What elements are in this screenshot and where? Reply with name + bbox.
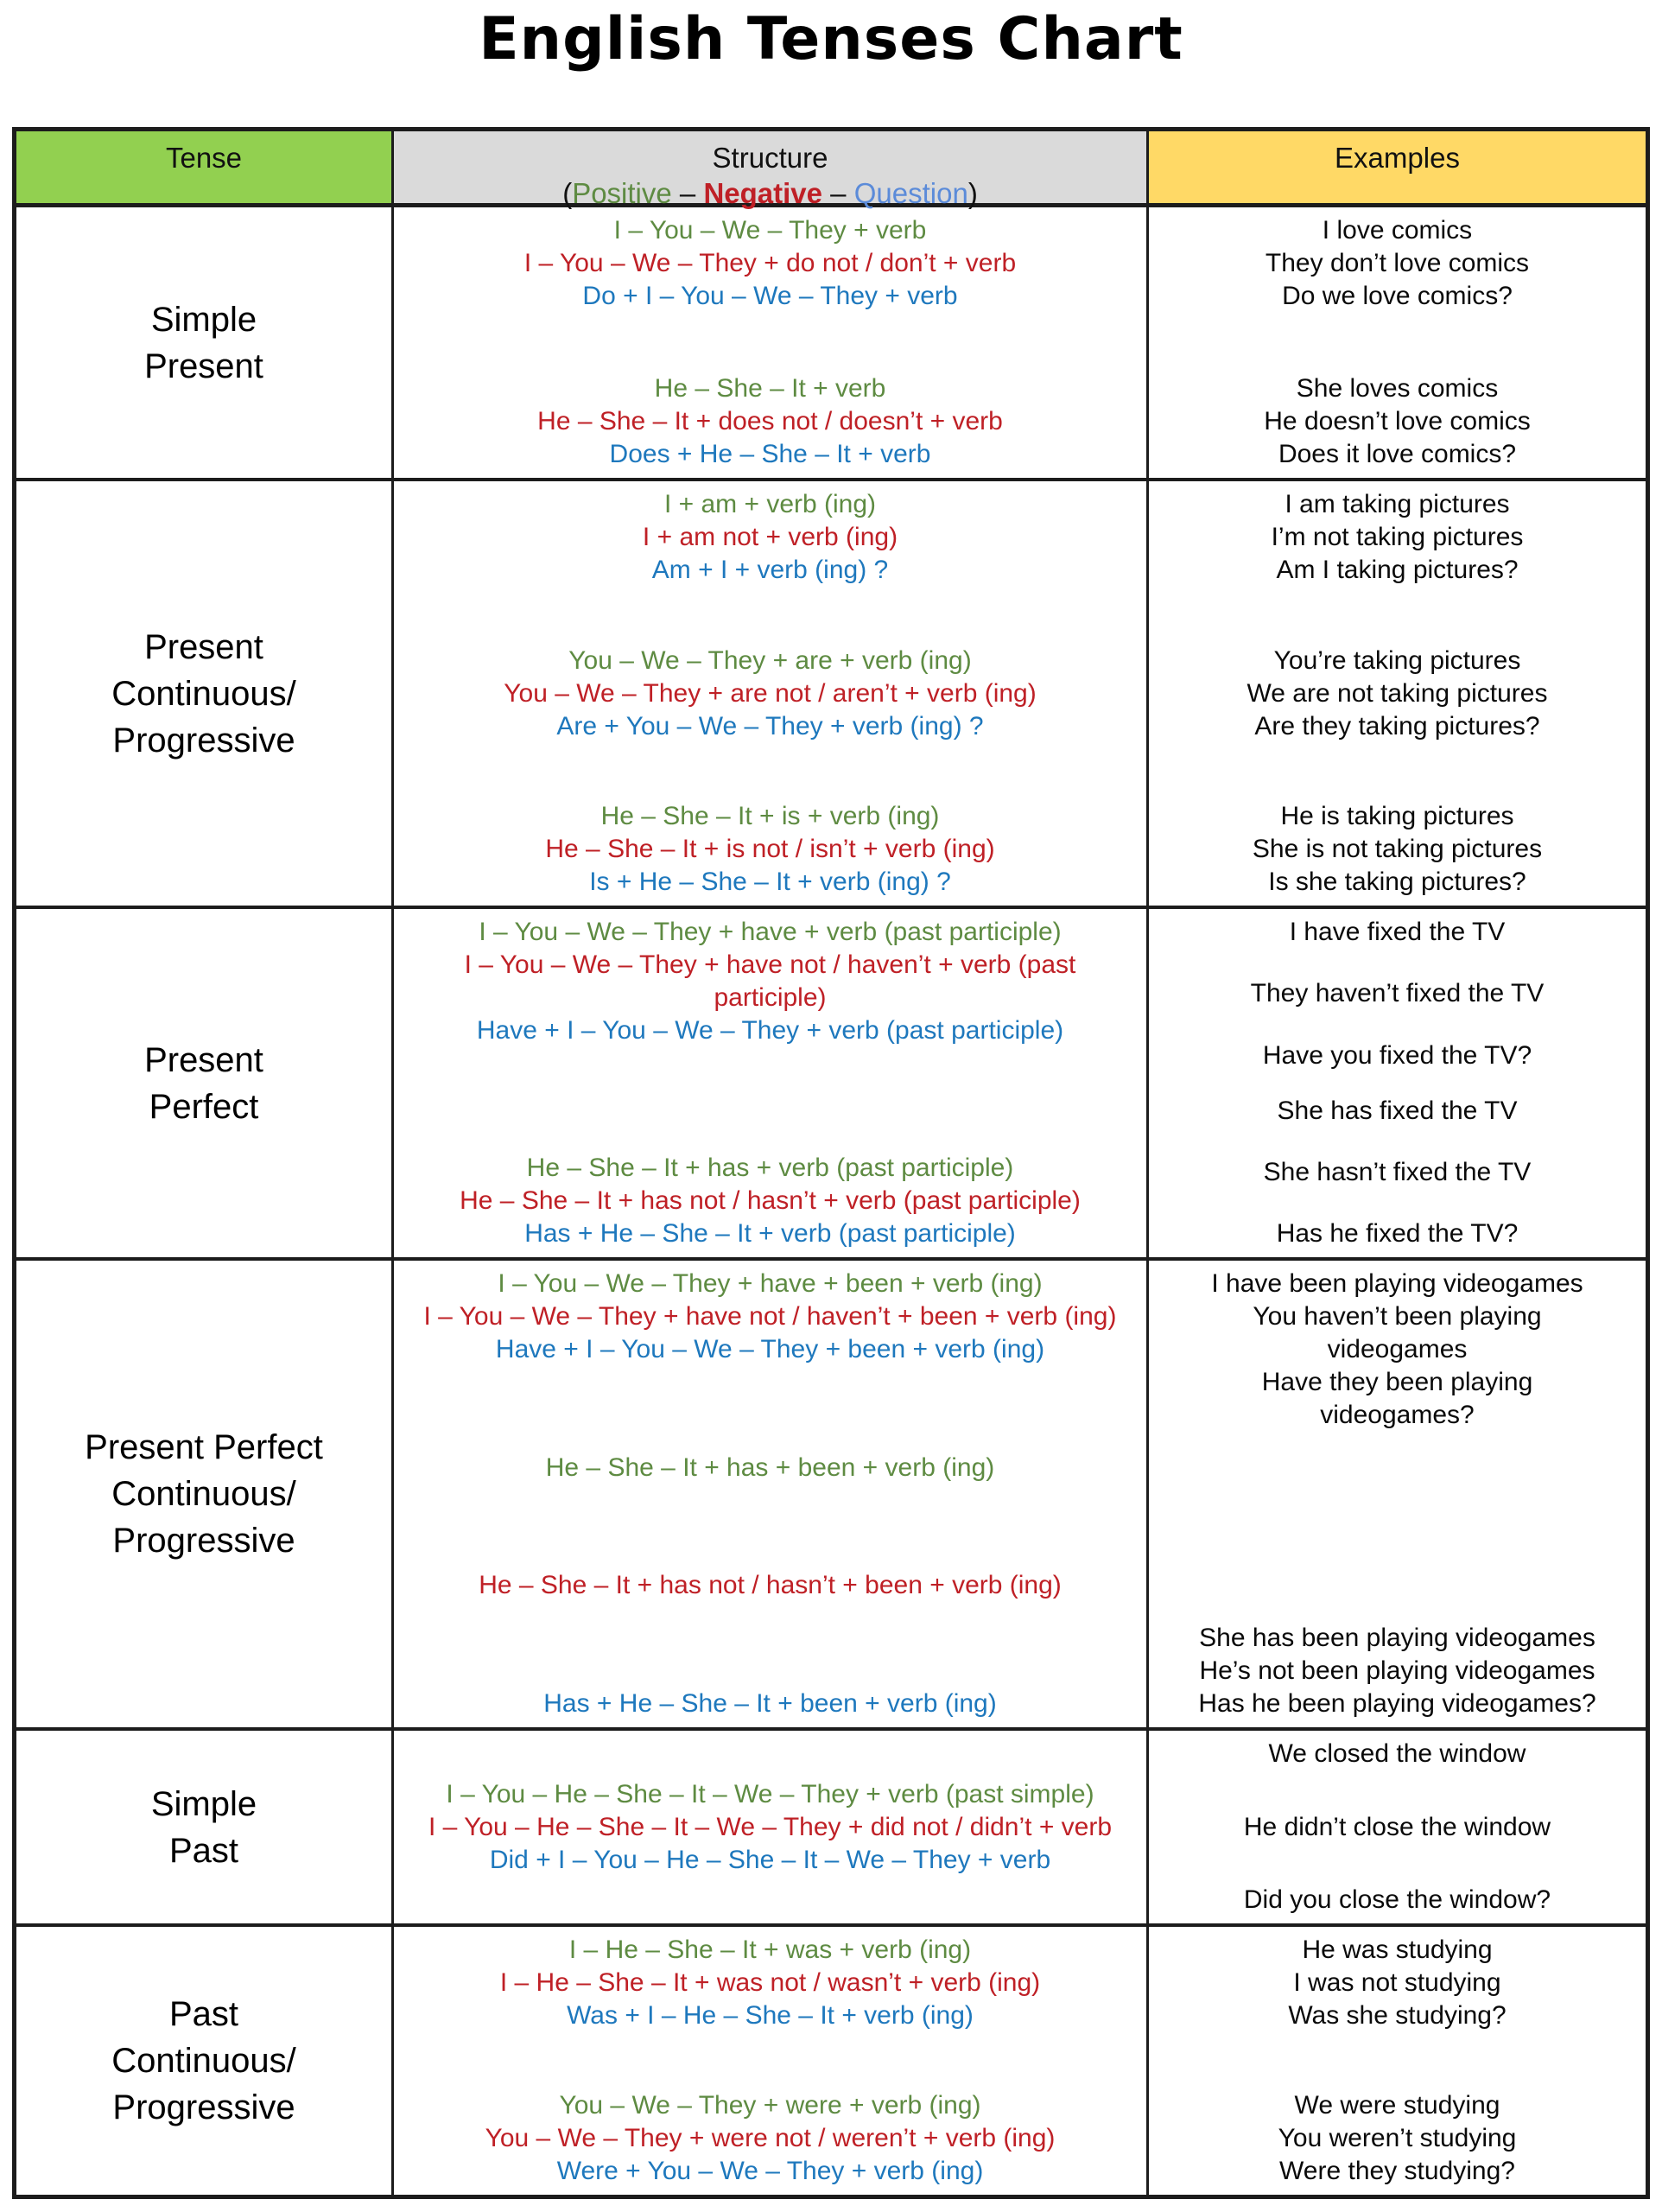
structure-negative: He – She – It + does not / doesn’t + verb: [537, 407, 1003, 435]
example-line: Did you close the window?: [1243, 1885, 1551, 1914]
example-line: She loves comics: [1296, 374, 1499, 403]
header-tense: [16, 131, 394, 207]
example-line: Does it love comics?: [1278, 440, 1517, 468]
structure-block: [413, 800, 1127, 899]
tense-line: Simple: [150, 1784, 257, 1823]
structure-block: [413, 488, 1127, 587]
structure-negative: I – You – We – They + do not / don’t + verb: [523, 249, 1017, 277]
examples-block: [1189, 916, 1606, 1072]
structure-positive: I + am + verb (ing): [663, 490, 877, 518]
structure-negative: He – She – It + is not / isn’t + verb (ing): [545, 835, 995, 863]
structure-positive: I – You – We – They + have + been + verb (ing): [498, 1269, 1043, 1298]
structure-block: [413, 372, 1127, 471]
legend-positive: Positive: [572, 177, 672, 209]
structure-negative: I + am not + verb (ing): [642, 523, 898, 551]
tense-present-continuous: [16, 481, 394, 909]
examples-present-perfect: [1149, 909, 1646, 1261]
structure-question: Have + I – You – We – They + been + verb (ing): [495, 1335, 1045, 1363]
legend-close-paren: ): [967, 177, 978, 209]
example-line: Is she taking pictures?: [1268, 868, 1526, 896]
example-line: She has fixed the TV: [1277, 1096, 1518, 1125]
examples-simple-past: [1149, 1731, 1646, 1927]
example-line: Were they studying?: [1279, 2157, 1515, 2185]
tense-line: Progressive: [112, 721, 295, 760]
structure-block: [413, 916, 1127, 1047]
examples-block: [1189, 372, 1606, 471]
structure-negative: He – She – It + has not / hasn’t + been + verb (ing): [479, 1571, 1062, 1600]
examples-block: [1189, 214, 1606, 313]
example-line: He’s not been playing videogames: [1199, 1656, 1595, 1685]
structure-positive: You – We – They + were + verb (ing): [559, 2091, 981, 2120]
structure-question: Is + He – She – It + verb (ing) ?: [589, 868, 951, 896]
structure-present-perfect: [394, 909, 1149, 1261]
structure-question: Do + I – You – We – They + verb: [582, 282, 958, 310]
example-line: He didn’t close the window: [1243, 1812, 1551, 1841]
header-examples-label: Examples: [1335, 142, 1460, 174]
tense-line: Perfect: [149, 1087, 259, 1126]
examples-block: [1189, 2089, 1606, 2188]
tense-present-perfect: [16, 909, 394, 1261]
structure-positive: I – You – We – They + have + verb (past participle): [479, 918, 1062, 946]
structure-negative: I – You – We – They + have not / haven’t + verb (past participle): [464, 950, 1076, 1012]
examples-block: [1189, 645, 1606, 743]
example-line: You’re taking pictures: [1273, 645, 1521, 675]
structure-block: [413, 1778, 1127, 1877]
example-line: We were studying: [1294, 2091, 1500, 2120]
structure-block: [413, 1569, 1127, 1602]
tense-line: Continuous/: [111, 674, 296, 713]
example-line: They don’t love comics: [1265, 249, 1530, 277]
example-line: Have they been playing videogames?: [1261, 1368, 1533, 1429]
tense-line: Present: [144, 627, 263, 666]
example-line: He was studying: [1302, 1936, 1493, 1964]
example-line: I was not studying: [1293, 1968, 1501, 1997]
structure-simple-present: [394, 207, 1149, 481]
examples-past-continuous: [1149, 1927, 1646, 2195]
examples-block: [1189, 1095, 1606, 1251]
example-line: He doesn’t love comics: [1264, 407, 1531, 435]
structure-negative: You – We – They + were not / weren’t + verb (ing): [485, 2124, 1056, 2152]
tense-line: Present Perfect: [85, 1428, 323, 1466]
header-structure-legend: [562, 176, 978, 211]
structure-question: Are + You – We – They + verb (ing) ?: [556, 711, 984, 741]
structure-block: [413, 214, 1127, 313]
example-line: She hasn’t fixed the TV: [1263, 1157, 1532, 1186]
structure-negative: I – He – She – It + was not / wasn’t + verb (ing): [499, 1968, 1041, 1997]
structure-positive: He – She – It + verb: [654, 374, 886, 403]
structure-simple-past: [394, 1731, 1149, 1927]
tense-present-perfect-continuous: [16, 1261, 394, 1731]
page-title: English Tenses Chart: [479, 5, 1183, 73]
examples-block: [1189, 488, 1606, 587]
example-line: I’m not taking pictures: [1271, 523, 1524, 551]
header-structure-label: Structure: [712, 142, 828, 174]
tense-line: Continuous/: [111, 2042, 296, 2080]
structure-question: Am + I + verb (ing) ?: [651, 556, 889, 584]
example-line: I am taking pictures: [1285, 490, 1510, 518]
structure-negative: I – You – He – She – It – We – They + did not / didn’t + verb: [428, 1812, 1113, 1841]
example-line: Do we love comics?: [1282, 282, 1513, 310]
header-tense-label: Tense: [165, 142, 243, 174]
structure-question: Did + I – You – He – She – It – We – They + verb: [489, 1845, 1051, 1874]
tense-line: Simple: [150, 300, 257, 339]
example-line: They haven’t fixed the TV: [1250, 979, 1545, 1008]
example-line: You weren’t studying: [1278, 2124, 1517, 2152]
example-line: We closed the window: [1268, 1739, 1526, 1768]
tense-line: Present: [144, 1040, 263, 1079]
tense-line: Present: [144, 346, 263, 385]
structure-question: Have + I – You – We – They + verb (past participle): [476, 1016, 1064, 1045]
example-line: I love comics: [1322, 216, 1473, 245]
tense-past-continuous: [16, 1927, 394, 2195]
example-line: I have fixed the TV: [1289, 918, 1506, 946]
structure-positive: I – You – He – She – It – We – They + verb (past simple): [446, 1779, 1094, 1808]
structure-block: [413, 1688, 1127, 1720]
structure-block: [413, 1268, 1127, 1366]
structure-question: Were + You – We – They + verb (ing): [556, 2157, 984, 2185]
structure-block: [413, 2089, 1127, 2188]
structure-block: [413, 1934, 1127, 2032]
example-line: I have been playing videogames: [1211, 1269, 1583, 1298]
example-line: He is taking pictures: [1280, 802, 1514, 830]
example-line: Has he fixed the TV?: [1276, 1219, 1519, 1248]
structure-positive: He – She – It + is + verb (ing): [600, 802, 940, 830]
structure-positive: He – She – It + has + verb (past participle): [526, 1154, 1014, 1182]
examples-block: [1189, 800, 1606, 899]
example-line: Am I taking pictures?: [1276, 556, 1519, 584]
structure-negative: I – You – We – They + have not / haven’t + been + verb (ing): [423, 1302, 1117, 1331]
tense-line: Continuous/: [111, 1475, 296, 1513]
examples-block: [1189, 1622, 1606, 1720]
legend-question: Question: [853, 177, 968, 209]
structure-present-continuous: [394, 481, 1149, 909]
example-line: She is not taking pictures: [1252, 835, 1543, 863]
header-examples: [1149, 131, 1646, 207]
tense-line: Past: [168, 1831, 239, 1870]
example-line: You haven’t been playing videogames: [1253, 1302, 1542, 1363]
example-line: Was she studying?: [1288, 2001, 1507, 2030]
structure-question: Does + He – She – It + verb: [609, 440, 931, 468]
examples-block: [1189, 1934, 1606, 2032]
structure-past-continuous: [394, 1927, 1149, 2195]
examples-block: [1189, 1268, 1606, 1432]
structure-question: Has + He – She – It + been + verb (ing): [543, 1688, 997, 1718]
tense-simple-past: [16, 1731, 394, 1927]
structure-block: [413, 1152, 1127, 1250]
tense-line: Progressive: [112, 2088, 295, 2126]
structure-question: Has + He – She – It + verb (past participle): [524, 1219, 1016, 1248]
tense-simple-present: [16, 207, 394, 481]
legend-dash-1: –: [671, 177, 704, 209]
structure-present-perfect-continuous: [394, 1261, 1149, 1731]
tense-line: Past: [168, 1995, 239, 2033]
legend-open-paren: (: [562, 177, 573, 209]
examples-block: [1189, 1738, 1606, 1916]
structure-positive: You – We – They + are + verb (ing): [568, 645, 972, 675]
example-line: Has he been playing videogames?: [1198, 1689, 1596, 1718]
legend-negative: Negative: [703, 177, 823, 209]
structure-positive: I – He – She – It + was + verb (ing): [568, 1936, 972, 1964]
example-line: We are not taking pictures: [1246, 678, 1548, 708]
structure-positive: I – You – We – They + verb: [613, 216, 927, 245]
legend-dash-2: –: [822, 177, 854, 209]
tense-line: Progressive: [112, 1522, 295, 1560]
structure-block: [413, 645, 1127, 743]
tenses-table: [12, 127, 1650, 2199]
example-line: She has been playing videogames: [1199, 1624, 1595, 1652]
examples-simple-present: [1149, 207, 1646, 481]
example-line: Have you fixed the TV?: [1262, 1040, 1532, 1070]
structure-negative: He – She – It + has not / hasn’t + verb (past participle): [460, 1186, 1081, 1215]
header-structure: [394, 131, 1149, 207]
structure-question: Was + I – He – She – It + verb (ing): [567, 2001, 974, 2030]
structure-block: [413, 1452, 1127, 1484]
examples-present-perfect-continuous: [1149, 1261, 1646, 1731]
example-line: Are they taking pictures?: [1254, 711, 1540, 741]
structure-negative: You – We – They + are not / aren’t + verb (ing): [504, 678, 1037, 708]
examples-present-continuous: [1149, 481, 1646, 909]
structure-positive: He – She – It + has + been + verb (ing): [545, 1452, 995, 1482]
